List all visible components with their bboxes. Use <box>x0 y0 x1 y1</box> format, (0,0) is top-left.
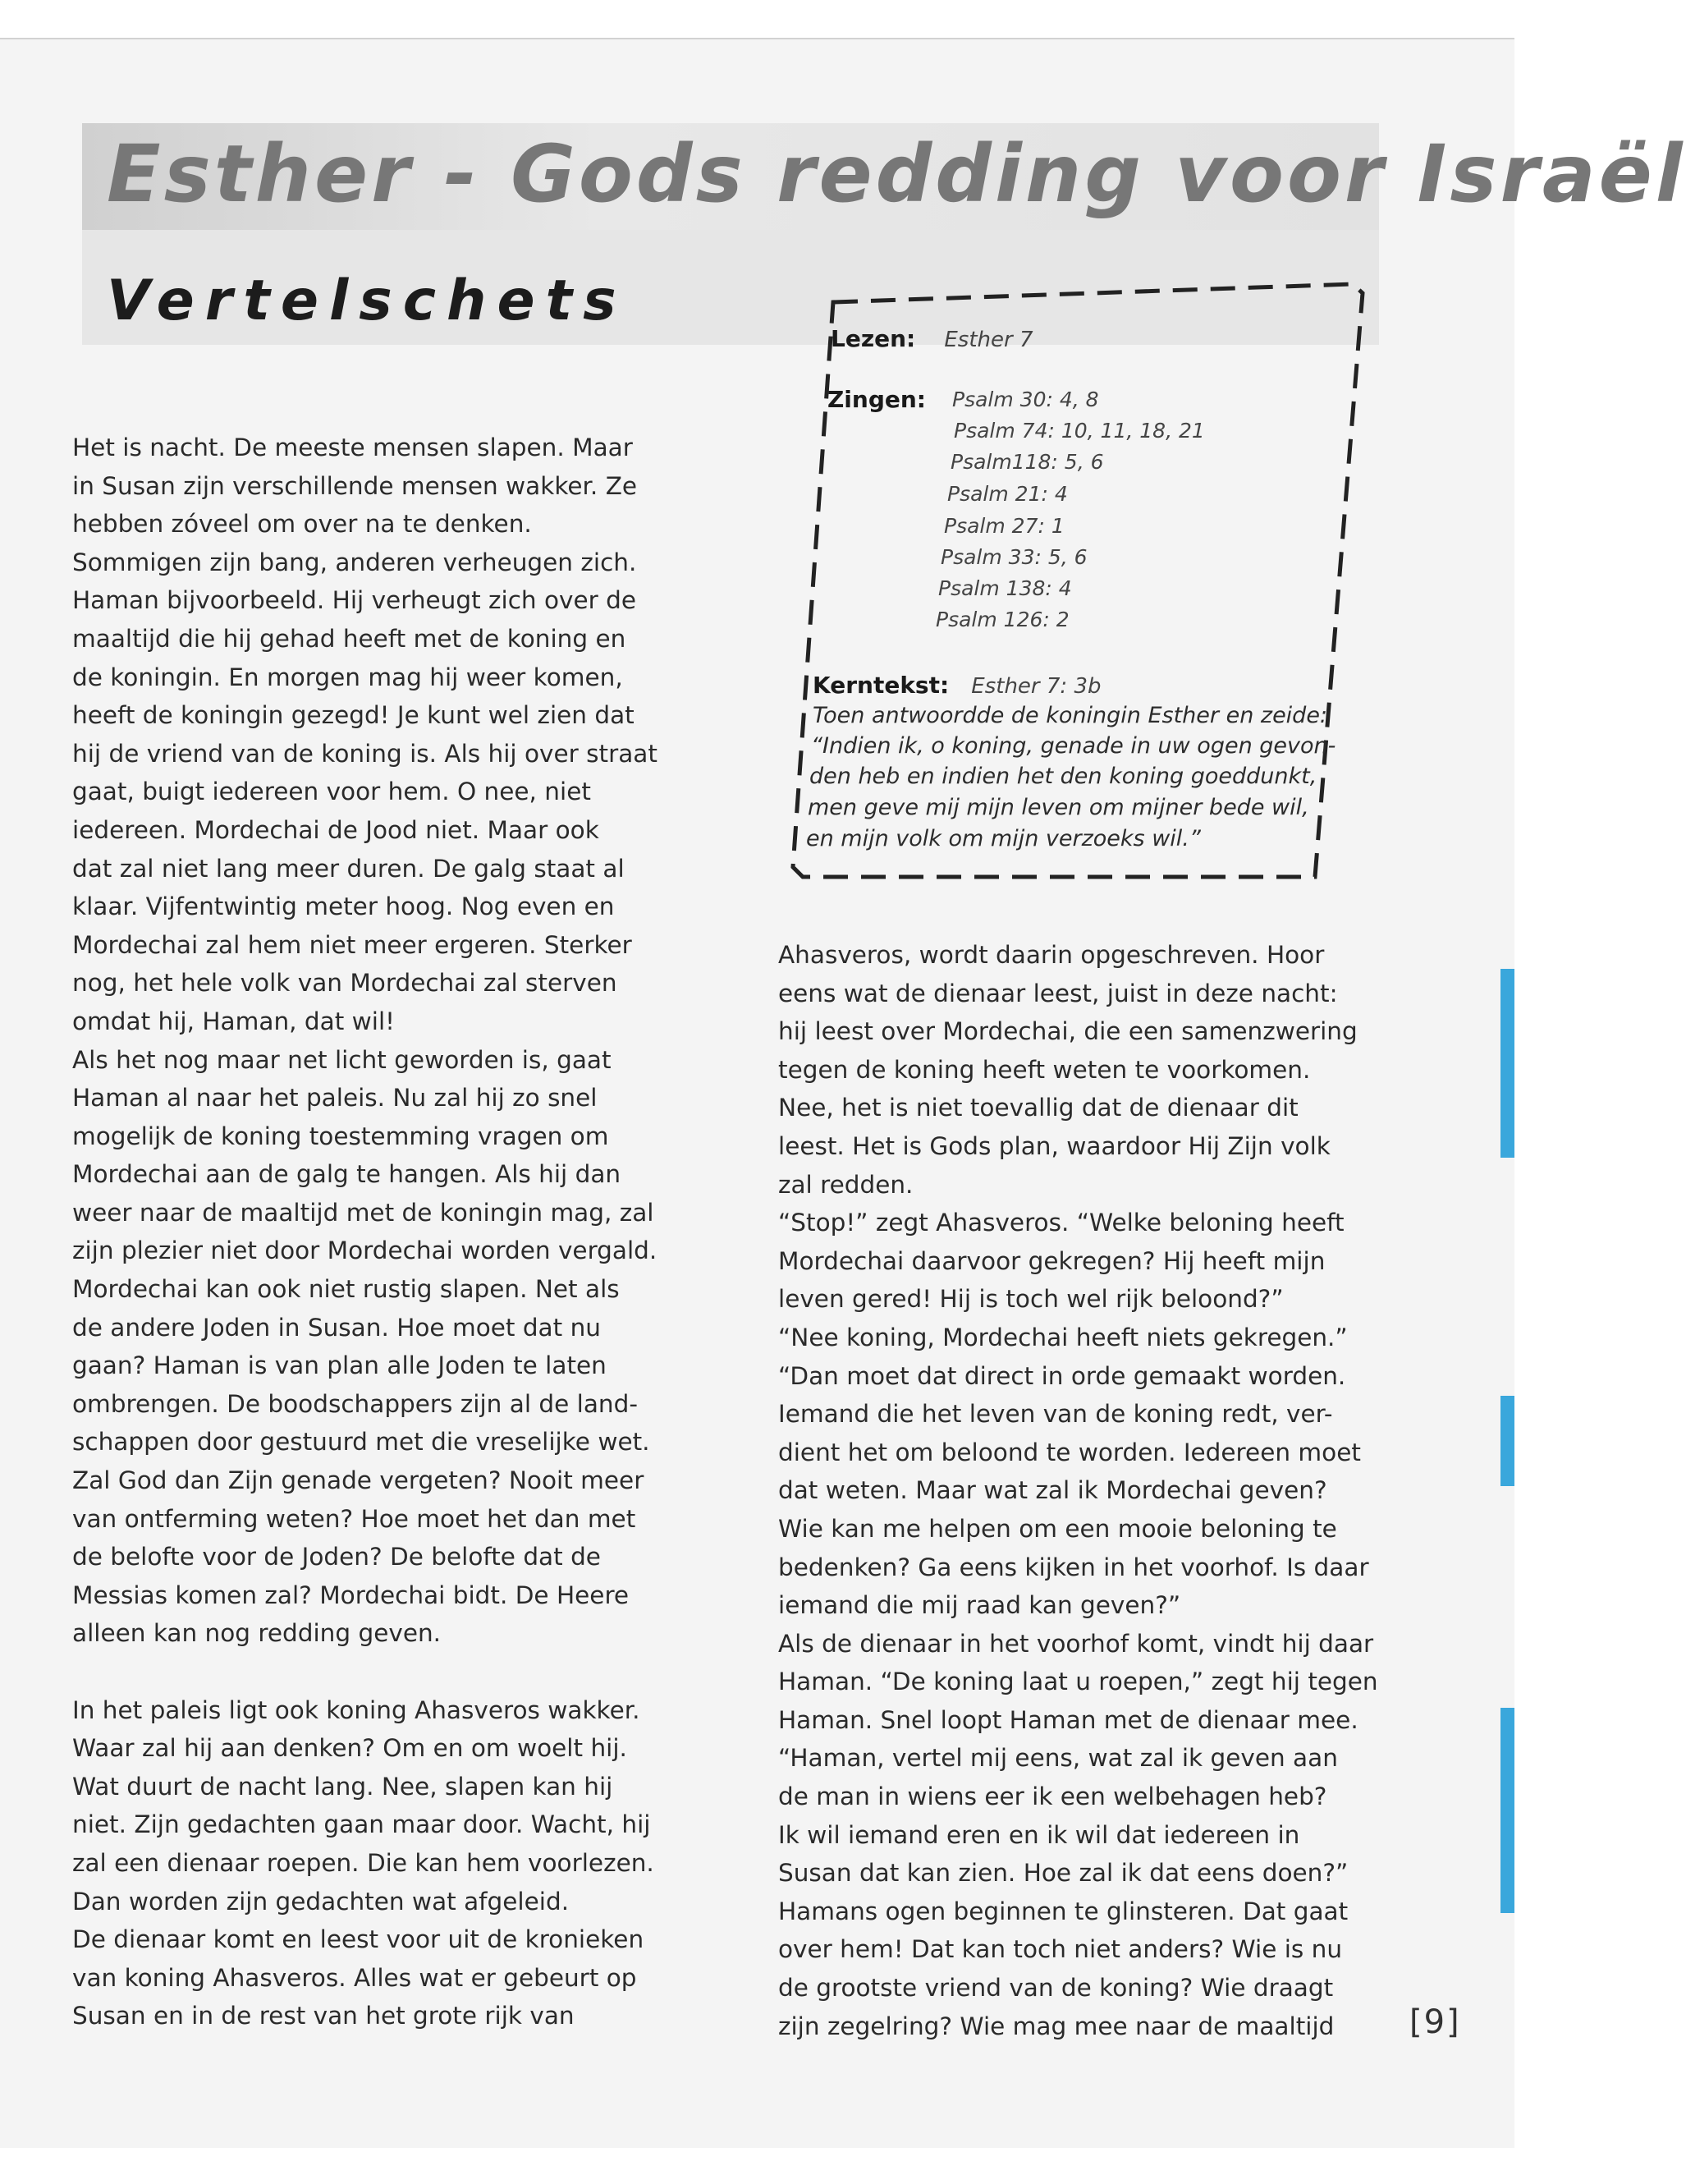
accent-strip-top <box>1500 969 1514 1158</box>
text-line: maaltijd die hij gehad heeft met de koning en <box>72 624 626 653</box>
page-number: [9] <box>1409 2003 1461 2041</box>
kerntekst-label: Kerntekst: <box>813 672 950 699</box>
text-line: Zal God dan Zijn genade vergeten? Nooit meer <box>72 1466 644 1495</box>
text-line: Mordechai aan de galg te hangen. Als hij dan <box>72 1160 621 1189</box>
kerntekst-line: “Indien ik, o koning, genade in uw ogen gevon- <box>811 733 1336 759</box>
paragraph-gap <box>72 1653 696 1691</box>
text-line: heeft de koningin gezegd! Je kunt wel zien dat <box>72 701 635 730</box>
lezen-value: Esther 7 <box>944 328 1033 352</box>
text-line: Het is nacht. De meeste mensen slapen. Maar <box>72 434 633 461</box>
psalm-item: Psalm118: 5, 6 <box>951 450 1104 474</box>
text-line: Mordechai daarvoor gekregen? Hij heeft mijn <box>778 1246 1326 1275</box>
text-line: Hamans ogen beginnen te glinsteren. Dat gaat <box>778 1897 1349 1925</box>
psalm-item: Psalm 33: 5, 6 <box>941 545 1088 569</box>
text-line: omdat hij, Haman, dat wil! <box>72 1007 395 1035</box>
psalm-item: Psalm 21: 4 <box>947 482 1068 506</box>
psalm-item: Psalm 27: 1 <box>944 514 1065 538</box>
kerntekst-line: den heb en indien het den koning goeddunkt, <box>809 764 1317 789</box>
text-line: hij de vriend van de koning is. Als hij over straat <box>72 739 657 768</box>
zingen-label: Zingen: <box>827 386 926 413</box>
text-line: over hem! Dat kan toch niet anders? Wie is nu <box>778 1935 1343 1964</box>
text-line: hebben zóveel om over na te denken. <box>72 510 532 539</box>
text-line: leest. Het is Gods plan, waardoor Hij Zijn volk <box>778 1131 1331 1160</box>
left-column <box>72 429 696 2035</box>
text-line: van koning Ahasveros. Alles wat er gebeurt op <box>72 1963 637 1992</box>
text-line: de grootste vriend van de koning? Wie draagt <box>778 1974 1334 2003</box>
text-line: zal een dienaar roepen. Die kan hem voorlezen. <box>72 1848 654 1877</box>
text-line: Dan worden zijn gedachten wat afgeleid. <box>72 1887 570 1916</box>
text-line: tegen de koning heeft weten te voorkomen. <box>778 1055 1311 1084</box>
page-title: Esther - Gods redding voor Israël <box>107 128 1686 220</box>
text-line: Iemand die het leven van de koning redt, ver- <box>778 1400 1333 1429</box>
text-line: de andere Joden in Susan. Hoe moet dat nu <box>72 1313 601 1342</box>
accent-strip-bottom <box>1500 1708 1514 1913</box>
text-line: Susan en in de rest van het grote rijk van <box>72 2002 575 2030</box>
right-column <box>778 936 1402 2045</box>
text-line: alleen kan nog redding geven. <box>72 1619 442 1648</box>
text-line: bedenken? Ga eens kijken in het voorhof. Is daar <box>778 1553 1369 1581</box>
text-line: Als het nog maar net licht geworden is, gaat <box>72 1045 612 1074</box>
text-line: nog, het hele volk van Mordechai zal sterven <box>72 969 617 998</box>
text-line: weer naar de maaltijd met de koningin mag, zal <box>72 1198 654 1227</box>
text-line: Waar zal hij aan denken? Om en om woelt hij. <box>72 1734 627 1763</box>
kerntekst-row <box>813 672 1102 699</box>
text-line: in Susan zijn verschillende mensen wakker. Ze <box>72 471 638 500</box>
text-line: dient het om beloond te worden. Iedereen moet <box>778 1438 1361 1466</box>
text-line: klaar. Vijfentwintig meter hoog. Nog even en <box>72 892 615 921</box>
lezen-label: Lezen: <box>831 325 916 352</box>
text-line: de koningin. En morgen mag hij weer komen, <box>72 663 623 691</box>
text-line: hij leest over Mordechai, die een samenzwering <box>778 1017 1358 1046</box>
text-line: zijn plezier niet door Mordechai worden vergald. <box>72 1237 657 1265</box>
kerntekst-line: men geve mij mijn leven om mijner bede wil, <box>808 795 1309 820</box>
text-line: Haman al naar het paleis. Nu zal hij zo snel <box>72 1084 598 1113</box>
kerntekst-line: Toen antwoordde de koningin Esther en zeide: <box>813 703 1328 728</box>
text-line: de man in wiens eer ik een welbehagen heb? <box>778 1783 1327 1811</box>
text-line: mogelijk de koning toestemming vragen om <box>72 1122 609 1150</box>
text-line: Mordechai zal hem niet meer ergeren. Sterker <box>72 930 632 959</box>
kerntekst-line: en mijn volk om mijn verzoeks wil.” <box>806 826 1201 851</box>
text-line: de belofte voor de Joden? De belofte dat de <box>72 1543 601 1571</box>
text-line: Haman bijvoorbeeld. Hij verheugt zich over de <box>72 586 637 615</box>
text-line: dat weten. Maar wat zal ik Mordechai geven? <box>778 1476 1327 1505</box>
text-line: Messias komen zal? Mordechai bidt. De Heere <box>72 1581 630 1609</box>
text-line: Wie kan me helpen om een mooie beloning te <box>778 1514 1337 1543</box>
kerntekst-ref: Esther 7: 3b <box>971 674 1102 699</box>
text-line: Haman. “De koning laat u roepen,” zegt hij tegen <box>778 1668 1378 1696</box>
text-line: Nee, het is niet toevallig dat de dienaar dit <box>778 1094 1299 1122</box>
text-line: Wat duurt de nacht lang. Nee, slapen kan hij <box>72 1772 613 1801</box>
section-subtitle: Vertelschets <box>107 268 627 333</box>
text-line: Ik wil iemand eren en ik wil dat iedereen in <box>778 1820 1300 1849</box>
text-line: zal redden. <box>778 1170 914 1199</box>
text-line: “Haman, vertel mij eens, wat zal ik geven aan <box>778 1744 1338 1773</box>
text-line: Ahasveros, wordt daarin opgeschreven. Hoor <box>778 941 1325 969</box>
text-line: Als de dienaar in het voorhof komt, vindt hij daar <box>778 1629 1374 1658</box>
accent-strip-middle <box>1500 1396 1514 1486</box>
text-line: iemand die mij raad kan geven?” <box>778 1591 1181 1620</box>
text-line: Haman. Snel loopt Haman met de dienaar mee. <box>778 1705 1358 1734</box>
text-line: Sommigen zijn bang, anderen verheugen zich. <box>72 548 637 576</box>
text-line: “Stop!” zegt Ahasveros. “Welke beloning heeft <box>778 1209 1345 1237</box>
text-line: In het paleis ligt ook koning Ahasveros wakker. <box>72 1695 640 1724</box>
text-line: “Dan moet dat direct in orde gemaakt worden. <box>778 1361 1346 1390</box>
text-line: eens wat de dienaar leest, juist in deze nacht: <box>778 979 1338 1007</box>
text-line: gaan? Haman is van plan alle Joden te laten <box>72 1351 607 1380</box>
text-line: Susan dat kan zien. Hoe zal ik dat eens doen?” <box>778 1859 1349 1888</box>
text-line: Mordechai kan ook niet rustig slapen. Net als <box>72 1275 620 1304</box>
text-line: niet. Zijn gedachten gaan maar door. Wacht, hij <box>72 1810 651 1839</box>
text-line: ombrengen. De boodschappers zijn al de land- <box>72 1389 638 1418</box>
psalm-item: Psalm 126: 2 <box>936 608 1070 631</box>
text-line: schappen door gestuurd met die vreselijke wet. <box>72 1428 650 1457</box>
psalm-item: Psalm 74: 10, 11, 18, 21 <box>954 419 1205 443</box>
lezen-row <box>831 325 1033 352</box>
psalm-item: Psalm 30: 4, 8 <box>952 388 1099 411</box>
text-line: leven gered! Hij is toch wel rijk beloond?” <box>778 1285 1284 1314</box>
psalm-item: Psalm 138: 4 <box>938 576 1072 600</box>
text-line: dat zal niet lang meer duren. De galg staat al <box>72 854 625 883</box>
text-line: De dienaar komt en leest voor uit de kronieken <box>72 1925 644 1954</box>
text-line: gaat, buigt iedereen voor hem. O nee, niet <box>72 778 591 806</box>
text-line: zijn zegelring? Wie mag mee naar de maaltijd <box>778 2012 1335 2040</box>
text-line: iedereen. Mordechai de Jood niet. Maar ook <box>72 815 599 844</box>
text-line: van ontferming weten? Hoe moet het dan met <box>72 1504 636 1533</box>
text-line: “Nee koning, Mordechai heeft niets gekregen.” <box>778 1323 1348 1351</box>
